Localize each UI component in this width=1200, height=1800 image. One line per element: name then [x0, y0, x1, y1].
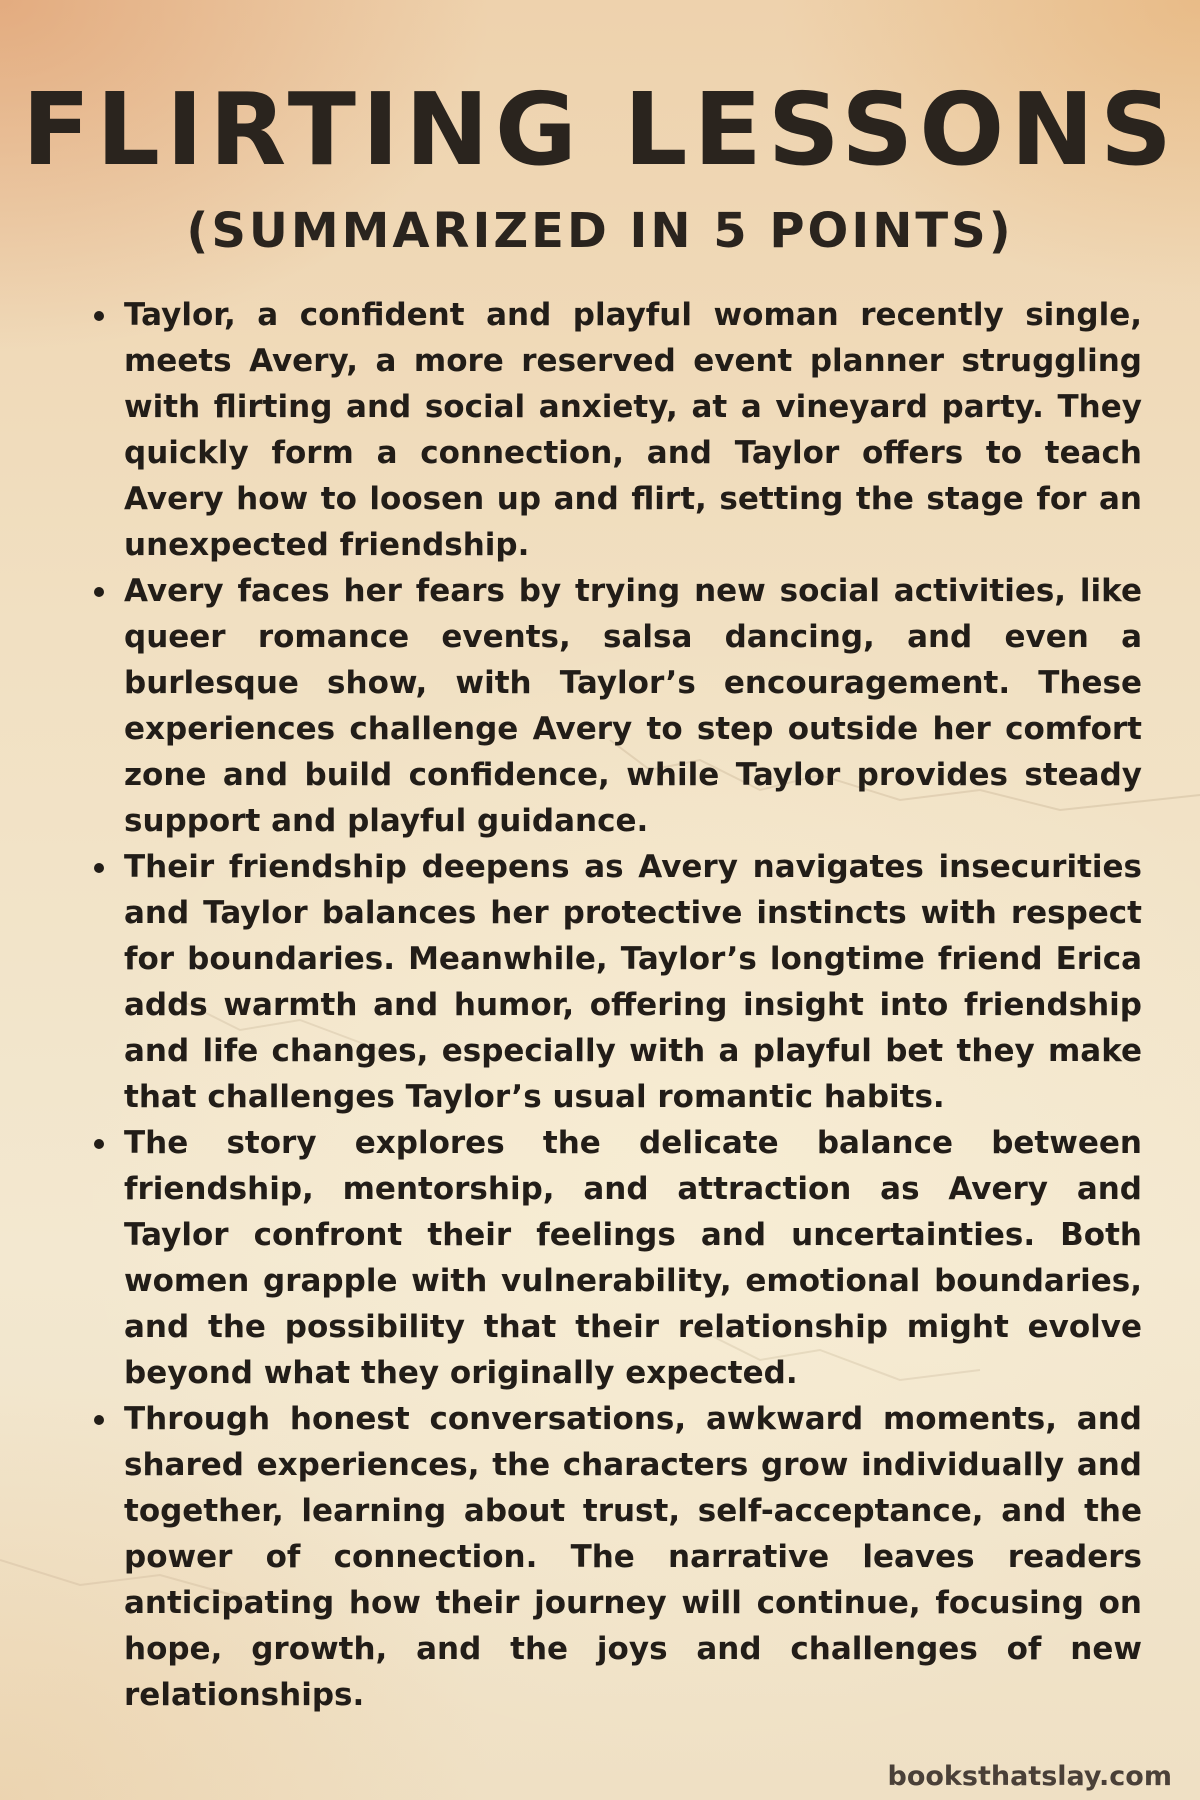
bullet-icon [94, 863, 104, 873]
summary-point [92, 1120, 1142, 1396]
summary-point [92, 292, 1142, 568]
bullet-icon [94, 1139, 104, 1149]
summary-points-list [92, 292, 1142, 1718]
summary-point-text: Their friendship deepens as Avery navigates insecurities and Taylor balances her protective instincts with respect for boundaries. Meanwhile, Taylor’s longtime friend Erica adds warmth and humor, offering insight into friendship and life changes, especially with a playful bet they make that challenges Taylor’s usual romantic habits. [124, 849, 1142, 1115]
summary-point [92, 844, 1142, 1120]
summary-point-text: Avery faces her fears by trying new social activities, like queer romance events, salsa dancing, and even a burlesque show, with Taylor’s encouragement. These experiences challenge Avery to step outside her comfort zone and build confidence, while Taylor provides steady support and playful guidance. [124, 573, 1142, 839]
summary-point-text: The story explores the delicate balance between friendship, mentorship, and attraction as Avery and Taylor confront their feelings and uncertainties. Both women grapple with vulnerability, emotional boundaries, and the possibility that their relationship might evolve beyond what they originally expected. [124, 1125, 1142, 1391]
bullet-icon [94, 587, 104, 597]
bullet-icon [94, 311, 104, 321]
summary-point [92, 1396, 1142, 1718]
page-title: FLIRTING LESSONS [21, 71, 1179, 188]
summary-point-text: Through honest conversations, awkward moments, and shared experiences, the characters grow individually and together, learning about trust, self-acceptance, and the power of connection. The narrative leaves readers anticipating how their journey will continue, focusing on hope, growth, and the joys and challenges of new relationships. [124, 1401, 1142, 1713]
summary-point-text: Taylor, a confident and playful woman recently single, meets Avery, a more reserved event planner struggling with flirting and social anxiety, at a vineyard party. They quickly form a connection, and Taylor offers to teach Avery how to loosen up and flirt, setting the stage for an unexpected friendship. [124, 297, 1142, 563]
page-subtitle: (SUMMARIZED IN 5 POINTS) [186, 203, 1014, 259]
website-credit: booksthatslay.com [887, 1761, 1172, 1792]
bullet-icon [94, 1415, 104, 1425]
summary-point [92, 568, 1142, 844]
